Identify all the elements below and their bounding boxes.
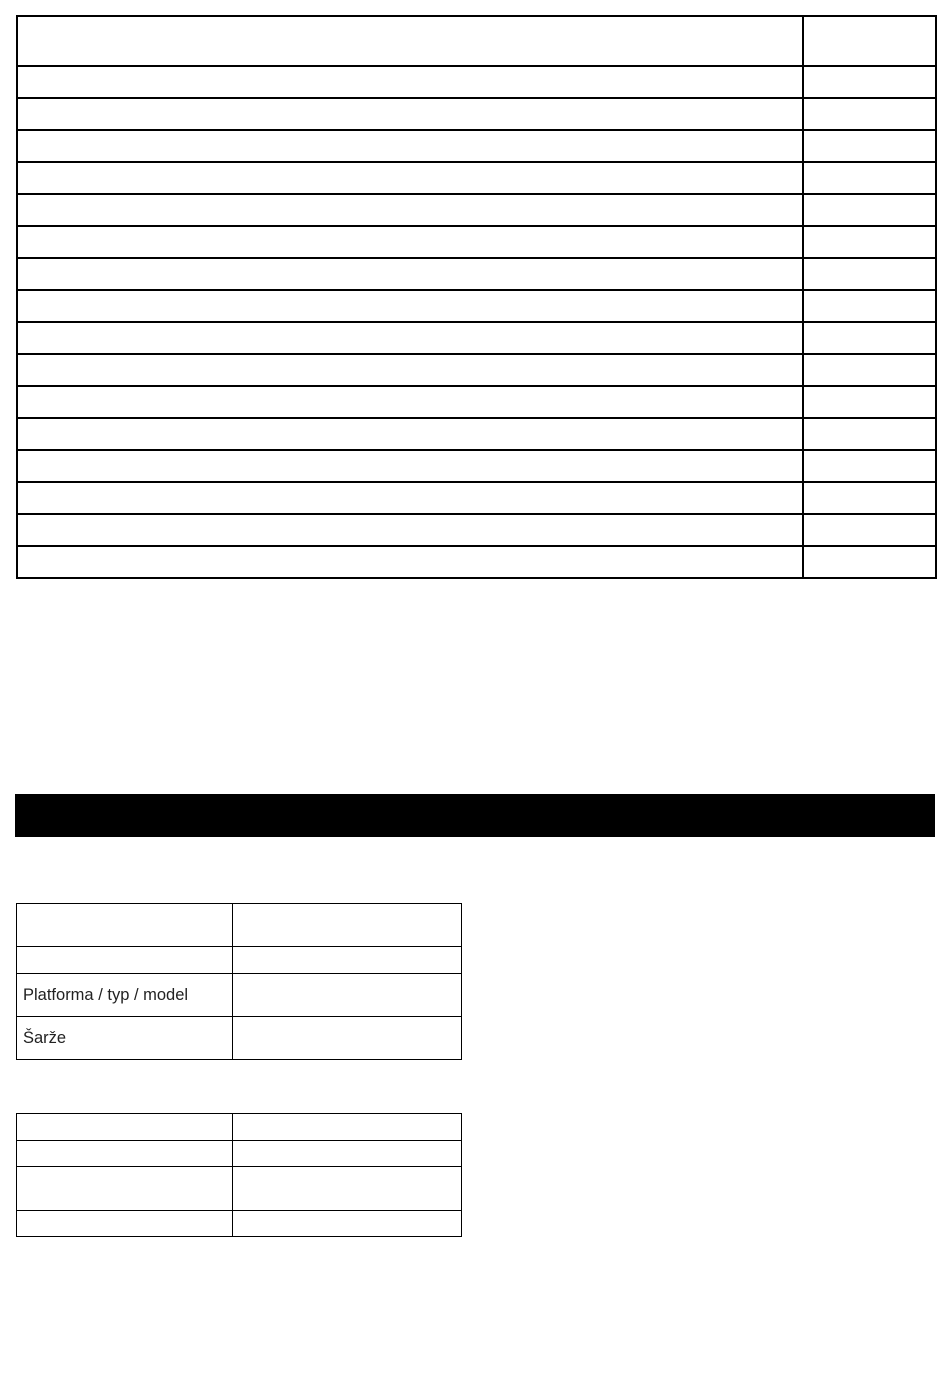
top-table-row-value-cell [803, 354, 936, 386]
top-table-row-label-cell [17, 258, 803, 290]
secondary-info-table-body [17, 1114, 462, 1237]
top-table-row [17, 66, 936, 98]
secondary-info-row-label-cell [17, 1211, 233, 1237]
top-table-row-value-cell [803, 16, 936, 66]
top-table-row [17, 546, 936, 578]
top-table-row-label-cell [17, 450, 803, 482]
top-table-row-label-cell [17, 226, 803, 258]
top-table-row-value-cell [803, 162, 936, 194]
secondary-info-row-label-cell [17, 1167, 233, 1211]
top-table-row-value-cell [803, 290, 936, 322]
top-table-row-label-cell [17, 162, 803, 194]
top-table [16, 15, 937, 579]
top-table-row-label-cell [17, 514, 803, 546]
top-table-row-value-cell [803, 66, 936, 98]
top-table-row [17, 194, 936, 226]
secondary-info-row-label-cell [17, 1114, 233, 1141]
top-table-row-value-cell [803, 386, 936, 418]
top-table-row [17, 16, 936, 66]
top-table-row-value-cell [803, 514, 936, 546]
top-table-row [17, 162, 936, 194]
secondary-info-row [17, 1167, 462, 1211]
top-table-row [17, 130, 936, 162]
product-info-row-label-cell: Platforma / typ / model [17, 974, 233, 1017]
secondary-info-row [17, 1114, 462, 1141]
top-table-row [17, 514, 936, 546]
product-info-row-value-cell [233, 904, 462, 947]
product-info-row-value-cell [233, 947, 462, 974]
top-table-row-value-cell [803, 546, 936, 578]
product-info-row [17, 904, 462, 947]
top-table-row-label-cell [17, 354, 803, 386]
top-table-row-label-cell [17, 482, 803, 514]
top-table-row [17, 98, 936, 130]
top-table-row [17, 450, 936, 482]
top-table-row [17, 354, 936, 386]
top-table-row-label-cell [17, 16, 803, 66]
top-table-row-value-cell [803, 322, 936, 354]
top-table-row-value-cell [803, 418, 936, 450]
top-table-row [17, 418, 936, 450]
top-table-row [17, 226, 936, 258]
secondary-info-table [16, 1113, 462, 1237]
secondary-info-row-value-cell [233, 1114, 462, 1141]
product-info-row-label-cell [17, 947, 233, 974]
top-table-row-label-cell [17, 194, 803, 226]
secondary-info-row-label-cell [17, 1141, 233, 1167]
top-table-row-value-cell [803, 98, 936, 130]
top-table-row-label-cell [17, 418, 803, 450]
secondary-info-row [17, 1141, 462, 1167]
top-table-row-label-cell [17, 322, 803, 354]
product-info-row [17, 1017, 462, 1060]
product-info-row [17, 947, 462, 974]
secondary-info-row-value-cell [233, 1141, 462, 1167]
product-info-table [16, 903, 462, 1060]
product-info-row-value-cell [233, 1017, 462, 1060]
top-table-row [17, 258, 936, 290]
top-table-row-value-cell [803, 194, 936, 226]
product-info-row [17, 974, 462, 1017]
product-info-row-label-cell: Šarže [17, 1017, 233, 1060]
top-table-row-value-cell [803, 450, 936, 482]
top-table-row [17, 482, 936, 514]
secondary-info-row-value-cell [233, 1167, 462, 1211]
top-table-row-label-cell [17, 98, 803, 130]
top-table-row [17, 290, 936, 322]
top-table-row [17, 322, 936, 354]
top-table-row [17, 386, 936, 418]
section-header-bar [15, 794, 935, 837]
top-table-row-label-cell [17, 130, 803, 162]
top-table-body [17, 16, 936, 578]
product-info-table-body [17, 904, 462, 1060]
secondary-info-row [17, 1211, 462, 1237]
top-table-row-value-cell [803, 130, 936, 162]
top-table-row-label-cell [17, 290, 803, 322]
top-table-row-value-cell [803, 258, 936, 290]
top-table-row-value-cell [803, 482, 936, 514]
product-info-row-value-cell [233, 974, 462, 1017]
product-info-row-label-cell [17, 904, 233, 947]
secondary-info-row-value-cell [233, 1211, 462, 1237]
top-table-row-label-cell [17, 546, 803, 578]
top-table-row-label-cell [17, 66, 803, 98]
top-table-row-label-cell [17, 386, 803, 418]
top-table-row-value-cell [803, 226, 936, 258]
